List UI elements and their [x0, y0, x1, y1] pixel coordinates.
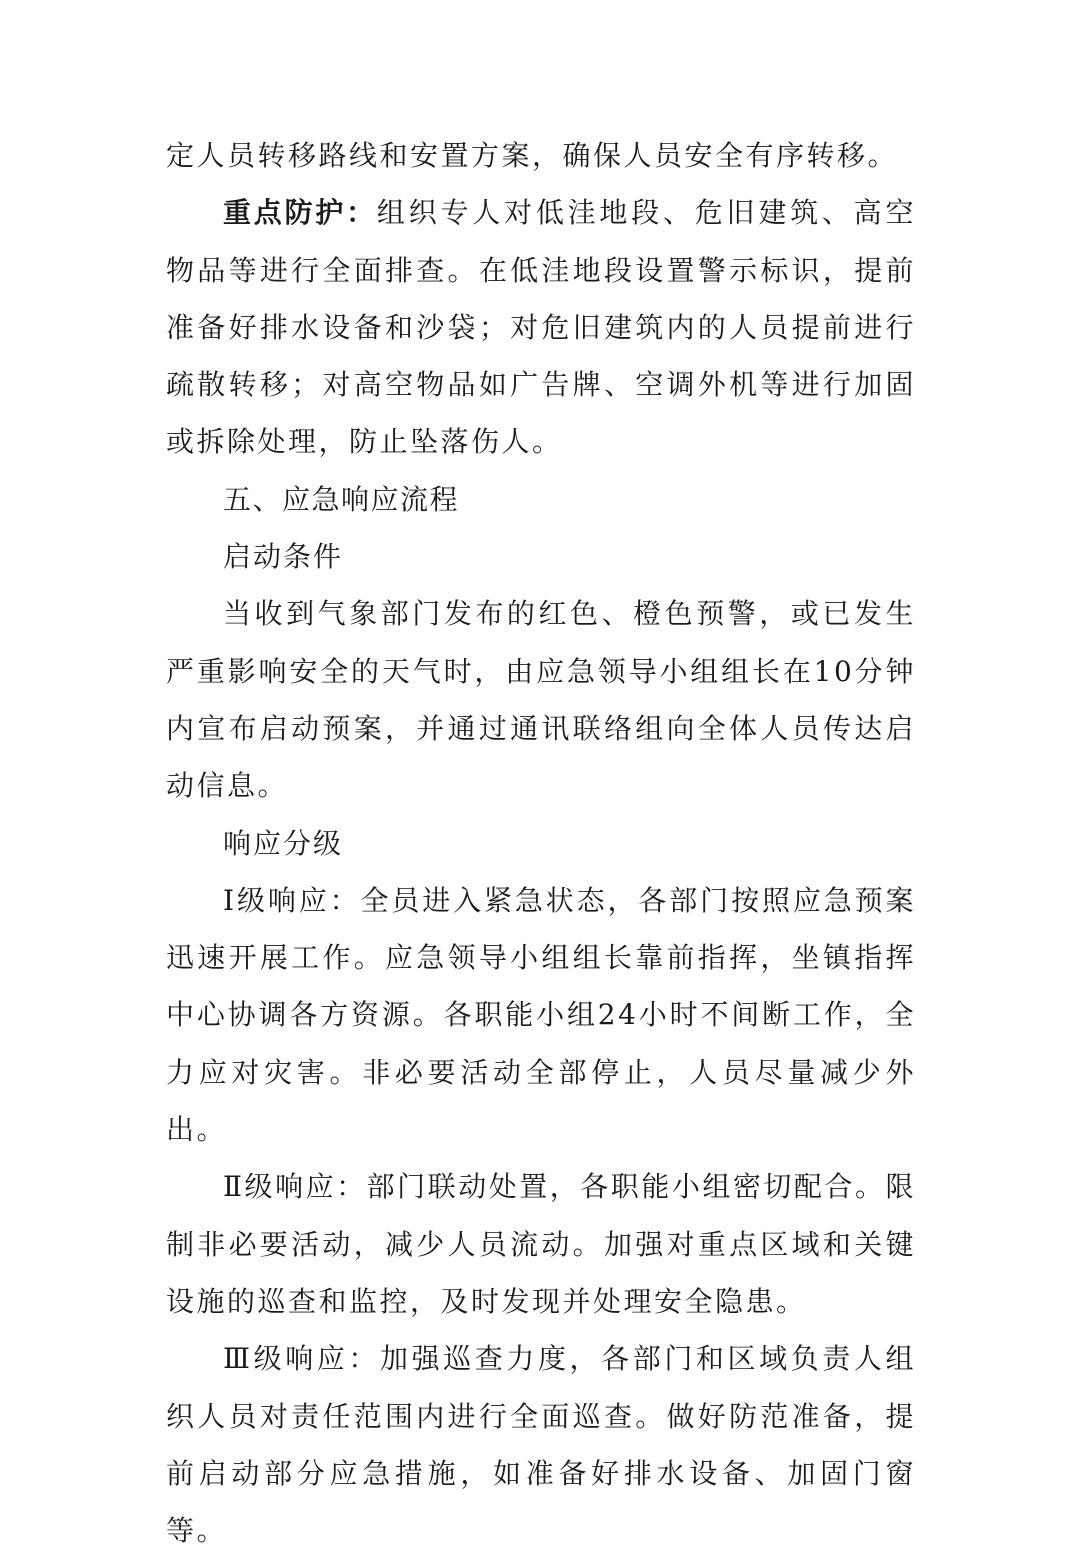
paragraph-key-protection — [166, 184, 916, 470]
document-page — [166, 127, 916, 1559]
key-protection-body: 组织专人对低洼地段、危旧建筑、高空物品等进行全面排查。在低洼地段设置警示标识，提前准备好排水设备和沙袋；对危旧建筑内的人员提前进行疏散转移；对高空物品如广告牌、空调外机等进行加固或拆除处理，防止坠落伤人。 — [166, 196, 916, 459]
paragraph-level-3-response: Ⅲ级响应：加强巡查力度，各部门和区域负责人组织人员对责任范围内进行全面巡查。做好防范准备，提前启动部分应急措施，如准备好排水设备、加固门窗等。 — [166, 1342, 916, 1548]
paragraph-level-2-response: Ⅱ级响应：部门联动处置，各职能小组密切配合。限制非必要活动，减少人员流动。加强对重点区域和关键设施的巡查和监控，及时发现并处理安全隐患。 — [166, 1170, 916, 1318]
key-protection-lead: 重点防护： — [223, 196, 377, 230]
paragraph-level-1-response: Ⅰ级响应：全员进入紧急状态，各部门按照应急预案迅速开展工作。应急领导小组组长靠前指挥，坐镇指挥中心协调各方资源。各职能小组24小时不间断工作，全力应对灾害。非必要活动全部停止，人员尽量减少外出。 — [166, 883, 916, 1147]
paragraph-relocation-plan: 定人员转移路线和安置方案，确保人员安全有序转移。 — [166, 139, 899, 172]
paragraph-start-conditions: 当收到气象部门发布的红色、橙色预警，或已发生严重影响安全的天气时，由应急领导小组组长在10分钟内宣布启动预案，并通过通讯联络组向全体人员传达启动信息。 — [166, 597, 916, 803]
subheading-start-conditions: 启动条件 — [223, 540, 344, 574]
subheading-response-levels: 响应分级 — [223, 826, 344, 860]
section-heading-emergency-response: 五、应急响应流程 — [223, 482, 460, 516]
